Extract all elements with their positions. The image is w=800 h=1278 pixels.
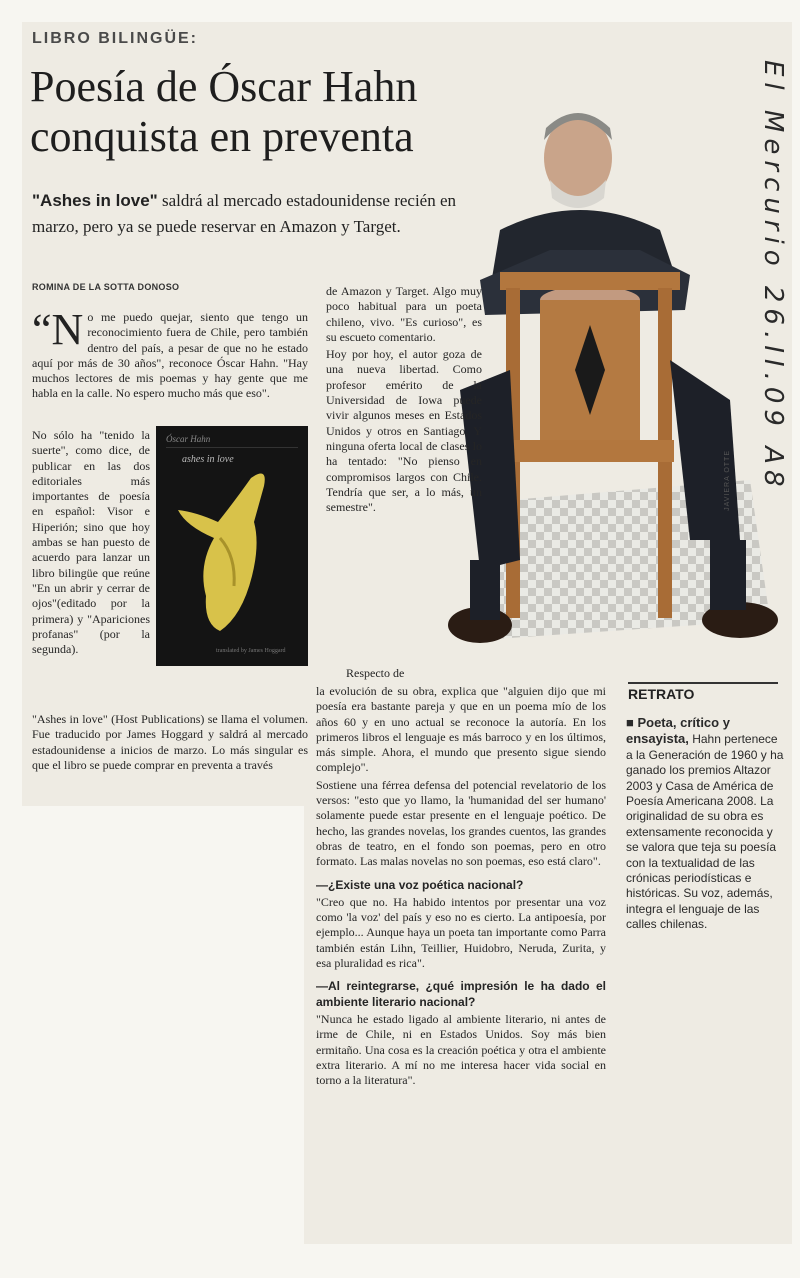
handwritten-note: El Mercurio 26.II.09 A8 [758,60,788,493]
headline: Poesía de Óscar Hahn conquista en preventa [30,62,418,161]
article-column-1-narrow [32,428,150,659]
deck [32,188,472,240]
book-title: ashes in love [182,454,234,465]
paragraph: Sostiene una férrea defensa del potencial revelatorio de los versos: "esto que yo llamo, la 'humanidad del ser humano' solamente puede estar presente en el lenguaje poético. De hecho, las grandes novelas, los grandes cuentos, las grandes obras de teatro, en el fondo son poemas, pero en otro formato. Las malas novelas no son poemas, eso está claro". [316,777,606,869]
photo-credit: JAVIERA OTTE [724,450,731,511]
kicker: LIBRO BILINGÜE: [32,30,198,47]
paragraph: No sólo ha "tenido la suerte", como dice, de publicar en las dos editoriales más importantes de poesía en español: Visor e Hiperión; sino que hoy ambas se han puesto de acuerdo para lanzar un libro bilingüe que reúne "En un abrir y cerrar de ojos"(editado por la primera) y "Apariciones profanas" (por la segunda). [32,428,150,657]
book-author-top: Óscar Hahn [166,434,298,448]
byline: ROMINA DE LA SOTTA DONOSO [32,282,180,292]
sidebar-lead: ■ Poeta, crítico y ensayista, [626,715,730,747]
article-column-1-bottom [32,712,308,775]
interview-question: —Al reintegrarse, ¿qué impresión le ha dado el ambiente literario nacional? [316,979,606,1009]
paragraph: Hoy por hoy, el autor goza de una nueva libertad. Como profesor emérito de la Universidad de Iowa puede vivir algunos meses en Estados Unidos y otros en Santiago. Y ninguna oferta local de clases lo ha tentado: "No pienso en compromisos largos con Chile. Tendría que ser, a lo más, un semestre". [326,347,482,515]
article-column-2-end [346,666,456,683]
drop-cap: “N [32,305,84,354]
paragraph: "Ashes in love" (Host Publications) se llama el volumen. Fue traducido por James Hoggard y saldrá al mercado estadounidense a inicios de marzo. Lo más singular es que el libro se puede comprar en preventa a través [32,712,308,772]
interview-answer: "Nunca he estado ligado al ambiente literario, ni antes de irme de Chile, ni en Estados Unidos. Soy más bien ermitaño. Una cosa es la creación poética y otra el ambiente extra literario. A mí no me interesa hacer vida social en torno a la literatura". [316,1011,606,1088]
sculpture-figure [156,426,308,666]
deck-text: saldrá al mercado estadounidense recién en marzo, pero ya se puede reservar en Amazon y Target. [32,191,457,236]
paragraph: la evolución de su obra, explica que "alguien dijo que mi poesía era bastante pareja y que en un poema mío de los años 60 y en uno actual se reconoce la autoría. En los primeros libros el lenguaje es más barroco y en los últimos, más simple. Ahora, el mundo que presento sigue siendo complejo". [316,684,606,775]
article-column-1 [32,305,308,404]
deck-bold: "Ashes in love" [32,191,158,210]
sidebar-portrait [626,715,784,933]
interview-question: —¿Existe una voz poética nacional? [316,877,524,892]
author-photo [440,100,780,660]
paragraph: de Amazon y Target. Algo muy poco habitual para un poeta chileno, vivo. "Es curioso", es su escueto comentario. [326,284,482,344]
clipping-cut-area [22,806,304,1244]
interview-answer: "Creo que no. Ha habido intentos por presentar una voz como 'la voz' del país y eso no es cierto. La antipoesía, por ejemplo... Aunque haya un poeta tan importante como Parra también están Lihn, Teillier, Huidobro, Neruda, Zurita, y esa pluralidad es rica". [316,894,606,971]
book-translator: translated by James Hoggard [216,648,286,654]
sidebar-body: Hahn pertenece a la Generación de 1960 y ha ganado los premios Altazor 2003 y Casa de América de Poesía Americana 2008. La originalidad de su obra es extensamente reconocida y se valora que teja su poesía con la textualidad de las crónicas periodísticas e históricas. Su voz, además, integra el lenguaje de las calles chilenas. [626,732,784,932]
article-column-2 [326,284,482,517]
sidebar-heading: RETRATO [628,682,778,702]
paragraph: “No me puedo quejar, siento que tengo un reconocimiento fuera de Chile, pero también dentro del país, a pesar de que no he estado aquí por más de 30 años", reconoce Óscar Hahn. "Hay muchos lectores de mis poemas y hay gente que me habla en la calle. No espero mucho más que eso". [32,305,308,401]
book-cover [156,426,308,666]
article-column-3 [316,684,606,1090]
paragraph: Respecto de [346,666,405,680]
